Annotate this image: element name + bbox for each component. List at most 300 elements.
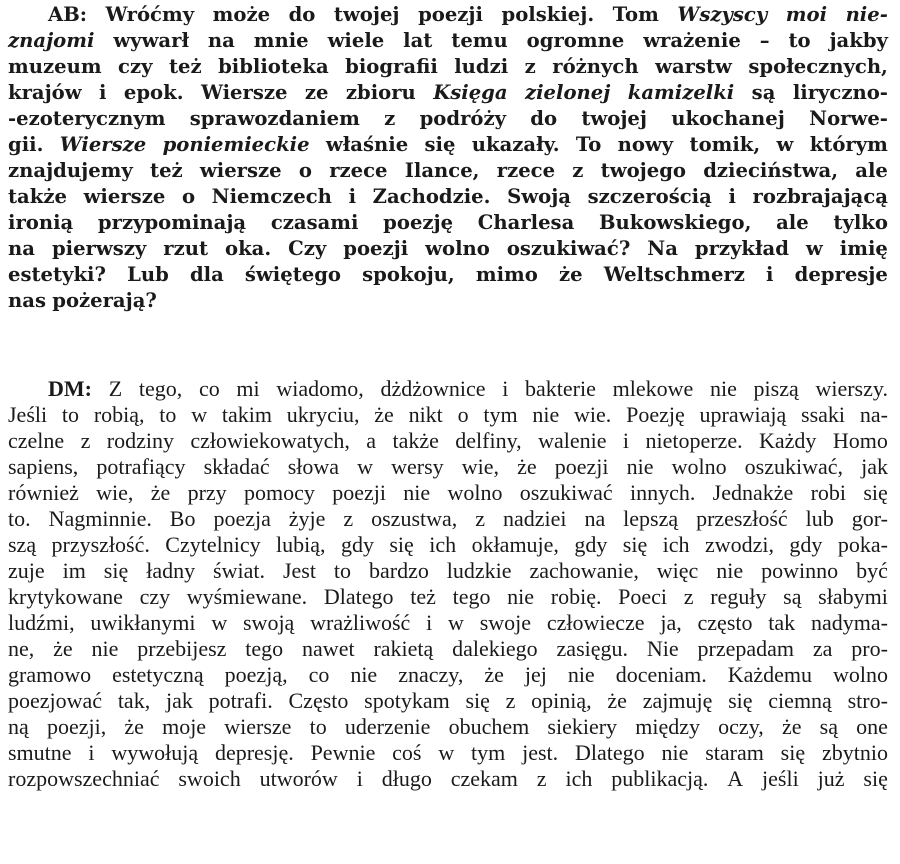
word: że [53, 636, 73, 661]
word: nadziei [502, 506, 567, 531]
word: krytykowane [8, 584, 123, 609]
word: wiadomo, [276, 376, 364, 401]
question-line [8, 184, 888, 210]
word: zwodzi, [704, 532, 774, 557]
word: w [357, 454, 373, 479]
word: – [759, 29, 770, 52]
word: takim [221, 402, 272, 427]
word: gdy [789, 532, 823, 557]
word: jak [861, 454, 888, 479]
word: się [622, 532, 648, 557]
word: nie [567, 662, 595, 687]
word: wie. [574, 402, 612, 427]
word: czy [139, 584, 171, 609]
word: znajdujemy [8, 159, 133, 182]
word: Każdemu [727, 662, 812, 687]
word: znajomi [8, 29, 95, 52]
word: siekiery [547, 714, 618, 739]
word: szą [8, 532, 37, 557]
word: się [863, 766, 888, 791]
word: twojej [333, 3, 400, 26]
word: ną [8, 714, 29, 739]
word: tego [245, 636, 284, 661]
word: zasięgu. [556, 636, 629, 661]
word: świętego [244, 263, 341, 286]
answer-line [8, 402, 888, 428]
word: im [62, 558, 86, 583]
word: człowiecze [546, 610, 645, 635]
word: którym [809, 133, 888, 156]
word: i [99, 81, 107, 104]
word: A [727, 766, 744, 791]
word: może [212, 3, 271, 26]
word: często [697, 610, 753, 635]
word: wyśmiewane. [186, 584, 308, 609]
word: biblioteka [218, 55, 329, 78]
word: opinią, [531, 688, 592, 713]
word: poka- [837, 532, 888, 557]
word: polskiej. [501, 3, 595, 26]
word: gor- [851, 506, 888, 531]
word: to [159, 402, 177, 427]
word: przy [187, 480, 227, 505]
word: się [424, 133, 456, 156]
answer-line [8, 766, 888, 792]
word: że [558, 263, 583, 286]
word: mnie [253, 29, 309, 52]
word: sapiens, [8, 454, 79, 479]
word: nie [716, 558, 744, 583]
word: mlekowe [612, 376, 694, 401]
word: krajów [8, 81, 82, 104]
word: imię [839, 237, 888, 260]
question-line [8, 132, 888, 158]
word: wywarł [113, 29, 189, 52]
word: -ezoterycznym [8, 107, 166, 130]
word: powinno [761, 558, 839, 583]
word: także [392, 428, 439, 453]
word: wolno [832, 662, 888, 687]
word: też [168, 55, 202, 78]
word: swoją [243, 610, 295, 635]
word: ssaki [801, 402, 846, 427]
word: to [788, 29, 811, 52]
word: wie, [461, 454, 499, 479]
word: na [8, 237, 35, 260]
word: Ilance, [404, 159, 480, 182]
word: zachowanie, [529, 558, 639, 583]
word: wolno [447, 480, 503, 505]
word: Homo [832, 428, 888, 453]
word: oszukiwać, [744, 454, 844, 479]
word: estetyki? [8, 263, 106, 286]
word: także [8, 185, 67, 208]
word: ich [662, 532, 690, 557]
word: Weltschmerz [603, 263, 745, 286]
word: poezję [383, 211, 454, 234]
word: staram [705, 740, 764, 765]
word: w [448, 610, 464, 635]
word: że [374, 402, 394, 427]
word: robię. [550, 584, 602, 609]
word: w [805, 237, 823, 260]
word: ciemną [768, 688, 832, 713]
word: wrażliwość [310, 610, 411, 635]
word: na- [859, 402, 888, 427]
word: że [781, 714, 802, 739]
word: Jeśli [8, 402, 48, 427]
word: i [348, 185, 357, 208]
answer-line [8, 506, 888, 532]
word: wrażenie [643, 29, 741, 52]
word: dla [189, 263, 224, 286]
word: szczerością [587, 185, 712, 208]
word: jeśli [762, 766, 799, 791]
word: depresje [794, 263, 888, 286]
word: rzece [329, 159, 388, 182]
word: też [410, 584, 436, 609]
word: rakietą [373, 636, 434, 661]
word: że [150, 480, 171, 505]
word: tomik, [689, 133, 761, 156]
word: twojego [600, 159, 686, 182]
word: wiersze [199, 159, 282, 182]
word: gdy [574, 532, 608, 557]
word: ne, [8, 636, 35, 661]
word: w [191, 402, 208, 427]
word: się [863, 480, 888, 505]
word: biografii [345, 55, 438, 78]
word: są [783, 584, 802, 609]
word: mimo [475, 263, 538, 286]
word: się [780, 740, 806, 765]
word: pomocy [244, 480, 315, 505]
word: Bo [169, 506, 196, 531]
word: moje [162, 714, 207, 739]
word: jak [165, 688, 193, 713]
word: ironią [8, 211, 74, 234]
word: wiersze [83, 185, 166, 208]
word: moi [785, 3, 828, 26]
word: jest. [522, 740, 559, 765]
question-line [8, 2, 888, 28]
word: czelne [8, 428, 65, 453]
word: Wiersze [200, 81, 288, 104]
word: jakby [829, 29, 888, 52]
word: przypominają [97, 211, 247, 234]
word: Wróćmy [105, 3, 195, 26]
word: tego, [138, 376, 183, 401]
word: słowa [287, 454, 340, 479]
word: ogromne [526, 29, 625, 52]
word: publikacją. [611, 766, 709, 791]
word: Nagminnie. [48, 506, 152, 531]
word: już [817, 766, 845, 791]
word: poezjować [8, 688, 103, 713]
word: poezji [332, 480, 386, 505]
word: zbioru [345, 81, 416, 104]
word: jej [524, 662, 547, 687]
word: co [198, 376, 220, 401]
word: oszustwa, [371, 506, 458, 531]
word: ukryciu, [286, 402, 360, 427]
word: potrafiący [96, 454, 186, 479]
word: zajmuję [642, 688, 713, 713]
word: Poezję [626, 402, 685, 427]
word: rzece [496, 159, 556, 182]
word: Tom [612, 3, 659, 26]
word: lat [403, 29, 433, 52]
word: Każdy [759, 428, 817, 453]
word: poezji [343, 237, 409, 260]
word: bardzo [368, 558, 429, 583]
word: Czytelnicy [165, 532, 261, 557]
word: nie [91, 636, 119, 661]
word: tym [471, 740, 506, 765]
word: o [298, 159, 312, 182]
word: muzeum [8, 55, 102, 78]
word: rozpowszechniać [8, 766, 160, 791]
word: przyszłość. [51, 532, 150, 557]
word: oszukiwać [519, 480, 613, 505]
word: one [856, 714, 888, 739]
answer-line [8, 480, 888, 506]
word: nas [8, 289, 46, 312]
word: wiersze [224, 714, 292, 739]
word: dżdżownice [380, 376, 486, 401]
word: Na [647, 237, 678, 260]
word: Niemczech [211, 185, 332, 208]
word: coś [392, 740, 422, 765]
word: Jest [282, 558, 316, 583]
word: być [856, 558, 888, 583]
word: dalekiego [452, 636, 538, 661]
word: nie [403, 480, 431, 505]
word: że [124, 714, 144, 739]
word: lub [805, 506, 834, 531]
word: tak, [117, 688, 151, 713]
word: robią, [93, 402, 145, 427]
word: również [8, 480, 79, 505]
word: z [505, 688, 516, 713]
answer-line [8, 532, 888, 558]
word: nie [350, 662, 378, 687]
word: że [517, 454, 537, 479]
word: Dlatego [323, 584, 394, 609]
word: Wiersze [59, 133, 147, 156]
word: ich [565, 766, 593, 791]
word: ludzi [454, 55, 509, 78]
word: się [103, 558, 129, 583]
word: AB: [48, 3, 87, 26]
word: delfiny, [455, 428, 522, 453]
word: poezją, [224, 662, 288, 687]
word: oszukiwać? [506, 237, 631, 260]
word: długo [381, 766, 432, 791]
word: różnych [552, 55, 639, 78]
word: temu [451, 29, 508, 52]
word: poniemieckie [162, 133, 310, 156]
word: walenie [538, 428, 607, 453]
word: uderzenie [344, 714, 431, 739]
word: wersy [391, 454, 444, 479]
word: z [80, 428, 91, 453]
word: Z [108, 376, 123, 401]
word: Bukowskiego, [598, 211, 752, 234]
word: smutne [8, 740, 72, 765]
word: Dlatego [574, 740, 645, 765]
word: się [389, 532, 414, 557]
word: tym [483, 402, 518, 427]
word: ich [429, 532, 457, 557]
word: Nie [646, 636, 679, 661]
speaker-label: DM: [48, 376, 92, 401]
word: między [635, 714, 700, 739]
word: przebijesz [137, 636, 227, 661]
word: lepszą [623, 506, 679, 531]
word: przepadam [697, 636, 794, 661]
word: podróży [419, 107, 506, 130]
word: z [343, 506, 354, 531]
word: nie [507, 584, 535, 609]
word: estetyczną [112, 662, 204, 687]
word: oka. [225, 237, 272, 260]
word: swoje [479, 610, 532, 635]
word: o [457, 402, 469, 427]
answer-line [8, 740, 888, 766]
answer-line [8, 688, 888, 714]
word: wierszy. [815, 376, 888, 401]
word: nie [532, 402, 560, 427]
word: z [384, 107, 396, 130]
word: spokoju, [362, 263, 455, 286]
word: poezja [213, 506, 271, 531]
word: że [484, 662, 504, 687]
word: pożerają? [52, 289, 157, 312]
word: właśnie [325, 133, 409, 156]
word: świat. [213, 558, 265, 583]
word: nadyma- [810, 610, 888, 635]
word: to. [8, 506, 31, 531]
word: wolno [425, 237, 490, 260]
question-line [8, 288, 888, 314]
word: uwikłanymi [90, 610, 196, 635]
word: i [766, 263, 774, 286]
word: Norwe- [809, 107, 888, 130]
word: gramowo [8, 662, 92, 687]
word: reguły [710, 584, 767, 609]
word: stro- [847, 688, 888, 713]
word: ukochanej [671, 107, 785, 130]
word: Wszyscy [677, 3, 768, 26]
word: pro- [851, 636, 888, 661]
word: wolno [671, 454, 727, 479]
answer-line [8, 584, 888, 610]
word: nie- [845, 3, 888, 26]
word: do [288, 3, 316, 26]
word: wywołują [111, 740, 199, 765]
word: uprawiają [699, 402, 787, 427]
word: ludzkie [446, 558, 512, 583]
word: To [575, 133, 602, 156]
word: lubią, [276, 532, 326, 557]
word: na [584, 506, 606, 531]
word: Poeci [618, 584, 668, 609]
word: w [211, 610, 228, 635]
answer-line [8, 558, 888, 584]
word: za [812, 636, 833, 661]
word: liryczno- [792, 81, 888, 104]
word: poezji [418, 3, 483, 26]
word: gdy [340, 532, 374, 557]
word: warstw [655, 55, 732, 78]
word: znaczy, [398, 662, 464, 687]
word: nietoperze. [645, 428, 743, 453]
word: spotykam [364, 688, 450, 713]
word: bakterie [525, 376, 596, 401]
word: gii. [8, 133, 44, 156]
word: utworów [259, 766, 338, 791]
answer-line [8, 636, 888, 662]
word: przeszłość [696, 506, 788, 531]
word: ludźmi, [8, 610, 75, 635]
word: zuje [8, 558, 45, 583]
word: i [622, 428, 630, 453]
word: i [426, 610, 433, 635]
word: okłamuje, [471, 532, 559, 557]
word: sprawozdaniem [189, 107, 360, 130]
word: Księga [433, 81, 508, 104]
word: nie [709, 376, 737, 401]
word: tylko [833, 211, 888, 234]
word: ze [304, 81, 329, 104]
question-line [8, 106, 888, 132]
word: tak [768, 610, 796, 635]
word: ale [855, 159, 888, 182]
word: przykład [694, 237, 789, 260]
word: nawet [302, 636, 355, 661]
question-line [8, 262, 888, 288]
word: obuchem [448, 714, 530, 739]
word: depresję. [214, 740, 294, 765]
question-line [8, 158, 888, 184]
word: z [536, 766, 547, 791]
word: Zachodzie. [372, 185, 491, 208]
word: zbytnio [821, 740, 888, 765]
word: w [776, 133, 794, 156]
word: twojej [581, 107, 647, 130]
word: piszą [753, 376, 799, 401]
word: są [751, 81, 776, 104]
word: też [150, 159, 183, 182]
word: Czy [288, 237, 327, 260]
word: robi [810, 480, 847, 505]
word: mi [236, 376, 260, 401]
word: ale [776, 211, 809, 234]
word: kamizelki [627, 81, 735, 104]
word: zielonej [524, 81, 611, 104]
word: Pewnie [310, 740, 376, 765]
word: w [438, 740, 455, 765]
word: poezji, [46, 714, 107, 739]
answer-line [8, 454, 888, 480]
word: rzut [163, 237, 209, 260]
word: nikt [408, 402, 443, 427]
word: epok. [123, 81, 184, 104]
word: że [607, 688, 627, 713]
word: składać [203, 454, 270, 479]
word: więc [656, 558, 699, 583]
